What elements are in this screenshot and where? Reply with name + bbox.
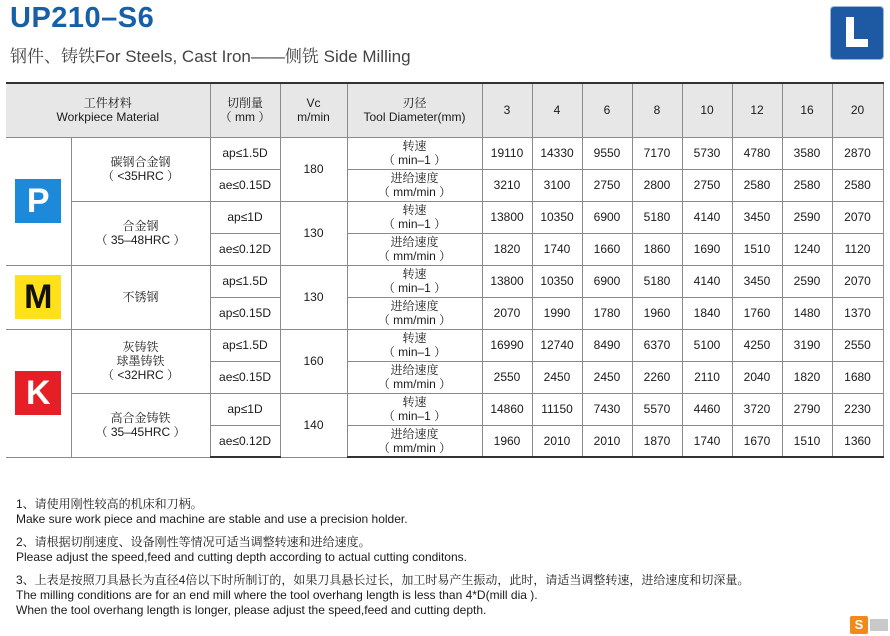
value-cell: 2590	[782, 201, 832, 233]
cutting-conditions-table	[6, 82, 884, 458]
param-type	[348, 299, 482, 327]
param-type-line: 转速	[402, 331, 427, 345]
material-name-line: 高合金铸铁	[110, 411, 171, 425]
value-cell: 3190	[782, 329, 832, 361]
table-row	[6, 393, 883, 425]
value-cell: 2870	[832, 137, 883, 169]
header-diameter-value: 16	[782, 83, 832, 137]
value-cell: 1240	[782, 233, 832, 265]
param-type-cell	[347, 233, 482, 265]
value-cell: 1780	[582, 297, 632, 329]
param-type	[348, 395, 482, 423]
material-name-cell	[71, 137, 210, 201]
header-diameter-value: 6	[582, 83, 632, 137]
value-cell: 5180	[632, 265, 682, 297]
value-cell: 1120	[832, 233, 883, 265]
material-name-line: 灰铸铁	[122, 340, 159, 354]
header-depth-text-line: 切削量	[227, 96, 264, 111]
value-cell: 5180	[632, 201, 682, 233]
header-diameter-text	[348, 96, 482, 124]
material-name-cell	[71, 265, 210, 329]
corner-s-icon: S	[850, 616, 868, 634]
value-cell: 4140	[682, 265, 732, 297]
value-cell: 2550	[482, 361, 532, 393]
param-type-line: （ mm/min ）	[377, 249, 452, 263]
param-type-line: 转速	[402, 203, 427, 217]
header-diameter-value: 10	[682, 83, 732, 137]
page-subtitle: 钢件、铸铁For Steels, Cast Iron——侧铣 Side Milling	[10, 47, 411, 66]
header-material-text	[6, 96, 210, 124]
note-line: 1、请使用刚性较高的机床和刀柄。	[16, 497, 203, 511]
value-cell: 1960	[632, 297, 682, 329]
grade-badge-P: P	[15, 179, 61, 223]
value-cell: 11150	[532, 393, 582, 425]
material-name	[72, 290, 210, 304]
table-row	[6, 329, 883, 361]
value-cell: 2750	[582, 169, 632, 201]
param-type-line: （ min–1 ）	[382, 345, 447, 359]
value-cell: 2580	[732, 169, 782, 201]
note-line: Make sure work piece and machine are stable and use a precision holder.	[16, 512, 408, 526]
value-cell: 7170	[632, 137, 682, 169]
vc-cell: 140	[280, 393, 347, 457]
value-cell: 1740	[682, 425, 732, 457]
material-name	[72, 219, 210, 247]
value-cell: 1670	[732, 425, 782, 457]
header-depth-text-line: （ mm ）	[219, 110, 271, 125]
value-cell: 9550	[582, 137, 632, 169]
value-cell: 2750	[682, 169, 732, 201]
grade-cell-M	[6, 265, 71, 329]
vc-cell: 180	[280, 137, 347, 201]
material-name-line: 不锈钢	[122, 290, 159, 304]
value-cell: 2070	[832, 201, 883, 233]
value-cell: 2010	[582, 425, 632, 457]
header-material-text-line: 工件材料	[83, 96, 132, 111]
value-cell: 3210	[482, 169, 532, 201]
value-cell: 10350	[532, 201, 582, 233]
param-type-cell	[347, 265, 482, 297]
value-cell: 2040	[732, 361, 782, 393]
material-name	[72, 411, 210, 439]
header-vc	[280, 83, 347, 137]
note-line: Please adjust the speed,feed and cutting depth according to actual cutting conditons.	[16, 550, 467, 564]
value-cell: 4780	[732, 137, 782, 169]
value-cell: 3450	[732, 265, 782, 297]
value-cell: 1510	[732, 233, 782, 265]
value-cell: 13800	[482, 201, 532, 233]
table-header-row	[6, 83, 883, 137]
header-diameter-value: 20	[832, 83, 883, 137]
value-cell: 6900	[582, 201, 632, 233]
param-type-line: 进给速度	[390, 363, 439, 377]
header-diameter-value: 12	[732, 83, 782, 137]
value-cell: 2010	[532, 425, 582, 457]
header-vc-text-line: Vc	[306, 96, 321, 111]
value-cell: 1990	[532, 297, 582, 329]
value-cell: 2260	[632, 361, 682, 393]
param-type-line: （ mm/min ）	[377, 313, 452, 327]
param-type-line: 进给速度	[390, 235, 439, 249]
value-cell: 1510	[782, 425, 832, 457]
value-cell: 2070	[482, 297, 532, 329]
value-cell: 2070	[832, 265, 883, 297]
material-name-cell	[71, 201, 210, 265]
header-diameter-value: 3	[482, 83, 532, 137]
material-name-line: （ <32HRC ）	[101, 368, 180, 382]
note-item	[16, 497, 749, 527]
param-type-cell	[347, 169, 482, 201]
depth-cell: ap≤1D	[210, 201, 280, 233]
value-cell: 16990	[482, 329, 532, 361]
value-cell: 14330	[532, 137, 582, 169]
depth-cell: ap≤0.15D	[210, 297, 280, 329]
header-diameter	[347, 83, 482, 137]
material-name-line: 合金钢	[122, 219, 159, 233]
value-cell: 2590	[782, 265, 832, 297]
value-cell: 8490	[582, 329, 632, 361]
param-type-line: 转速	[402, 267, 427, 281]
depth-cell: ae≤0.15D	[210, 361, 280, 393]
value-cell: 1360	[832, 425, 883, 457]
value-cell: 1820	[782, 361, 832, 393]
param-type	[348, 331, 482, 359]
param-type	[348, 235, 482, 263]
param-type	[348, 427, 482, 455]
value-cell: 2450	[582, 361, 632, 393]
value-cell: 3720	[732, 393, 782, 425]
table-row	[6, 137, 883, 169]
corner-tab	[870, 619, 888, 631]
value-cell: 1660	[582, 233, 632, 265]
vc-cell: 160	[280, 329, 347, 393]
value-cell: 1370	[832, 297, 883, 329]
value-cell: 1680	[832, 361, 883, 393]
note-item	[16, 573, 749, 618]
depth-cell: ae≤0.12D	[210, 425, 280, 457]
depth-cell: ap≤1D	[210, 393, 280, 425]
vc-cell: 130	[280, 201, 347, 265]
material-name-line: （ <35HRC ）	[101, 169, 180, 183]
grade-cell-K	[6, 329, 71, 457]
note-line: When the tool overhang length is longer, please adjust the speed,feed and cutting depth.	[16, 603, 487, 617]
param-type	[348, 203, 482, 231]
note-item	[16, 535, 749, 565]
grade-badge-K: K	[15, 371, 61, 415]
value-cell: 2580	[832, 169, 883, 201]
header-depth-text	[211, 96, 280, 124]
param-type-cell	[347, 361, 482, 393]
header-material	[6, 83, 210, 137]
value-cell: 3100	[532, 169, 582, 201]
logo-l-stroke-horizontal	[846, 39, 868, 47]
depth-cell: ae≤0.15D	[210, 169, 280, 201]
value-cell: 1860	[632, 233, 682, 265]
value-cell: 4460	[682, 393, 732, 425]
param-type-line: 进给速度	[390, 299, 439, 313]
param-type-line: 进给速度	[390, 171, 439, 185]
corner-badge	[850, 614, 890, 636]
header-material-text-line: Workpiece Material	[56, 110, 159, 125]
value-cell: 2230	[832, 393, 883, 425]
grade-badge-M: M	[15, 275, 61, 319]
value-cell: 5570	[632, 393, 682, 425]
param-type-line: （ mm/min ）	[377, 185, 452, 199]
material-name	[72, 155, 210, 183]
header-diameter-value: 4	[532, 83, 582, 137]
material-name-line: 球墨铸铁	[116, 354, 165, 368]
value-cell: 1820	[482, 233, 532, 265]
depth-cell: ap≤1.5D	[210, 265, 280, 297]
param-type-cell	[347, 201, 482, 233]
param-type	[348, 267, 482, 295]
value-cell: 3450	[732, 201, 782, 233]
value-cell: 4250	[732, 329, 782, 361]
grade-cell-P	[6, 137, 71, 265]
header-vc-text	[281, 96, 347, 124]
value-cell: 5730	[682, 137, 732, 169]
param-type-cell	[347, 425, 482, 457]
value-cell: 2450	[532, 361, 582, 393]
value-cell: 7430	[582, 393, 632, 425]
vc-cell: 130	[280, 265, 347, 329]
header-depth	[210, 83, 280, 137]
value-cell: 6370	[632, 329, 682, 361]
table-row	[6, 265, 883, 297]
param-type	[348, 171, 482, 199]
header-diameter-text-line: Tool Diameter(mm)	[363, 110, 466, 125]
value-cell: 5100	[682, 329, 732, 361]
usage-notes	[16, 497, 749, 626]
param-type	[348, 363, 482, 391]
value-cell: 2110	[682, 361, 732, 393]
param-type-line: （ min–1 ）	[382, 409, 447, 423]
note-line: 2、请根据切削速度、设备刚性等情况可适当调整转速和进给速度。	[16, 535, 371, 549]
value-cell: 2800	[632, 169, 682, 201]
table-row	[6, 201, 883, 233]
param-type-cell	[347, 329, 482, 361]
value-cell: 1740	[532, 233, 582, 265]
value-cell: 6900	[582, 265, 632, 297]
value-cell: 19110	[482, 137, 532, 169]
param-type-cell	[347, 297, 482, 329]
value-cell: 2550	[832, 329, 883, 361]
param-type-line: （ min–1 ）	[382, 153, 447, 167]
param-type-line: （ min–1 ）	[382, 217, 447, 231]
value-cell: 12740	[532, 329, 582, 361]
material-name	[72, 340, 210, 382]
value-cell: 1690	[682, 233, 732, 265]
page-title: UP210–S6	[10, 2, 155, 34]
param-type-line: 转速	[402, 395, 427, 409]
value-cell: 1870	[632, 425, 682, 457]
param-type-line: （ min–1 ）	[382, 281, 447, 295]
depth-cell: ae≤0.12D	[210, 233, 280, 265]
material-name-cell	[71, 329, 210, 393]
value-cell: 2580	[782, 169, 832, 201]
value-cell: 4140	[682, 201, 732, 233]
material-name-cell	[71, 393, 210, 457]
material-name-line: （ 35–45HRC ）	[95, 425, 186, 439]
header-diameter-text-line: 刃径	[402, 96, 427, 111]
value-cell: 1960	[482, 425, 532, 457]
param-type-cell	[347, 137, 482, 169]
brand-logo	[831, 7, 883, 59]
value-cell: 1760	[732, 297, 782, 329]
value-cell: 13800	[482, 265, 532, 297]
material-name-line: （ 35–48HRC ）	[95, 233, 186, 247]
note-line: 3、上表是按照刀具悬长为直径4倍以下时所制订的，如果刀具悬长过长，加工时易产生振动，此时，请适当调整转速，进给速度和切深量。	[16, 573, 750, 587]
material-name-line: 碳钢合金钢	[110, 155, 171, 169]
value-cell: 14860	[482, 393, 532, 425]
param-type-line: （ mm/min ）	[377, 440, 452, 455]
header-diameter-value: 8	[632, 83, 682, 137]
note-line: The milling conditions are for an end mill where the tool overhang length is less than 4*D(mill dia ).	[16, 588, 538, 602]
param-type-cell	[347, 393, 482, 425]
value-cell: 3580	[782, 137, 832, 169]
param-type	[348, 139, 482, 167]
header-vc-text-line: m/min	[297, 110, 330, 125]
param-type-line: （ mm/min ）	[377, 377, 452, 391]
value-cell: 10350	[532, 265, 582, 297]
depth-cell: ap≤1.5D	[210, 137, 280, 169]
value-cell: 2790	[782, 393, 832, 425]
value-cell: 1480	[782, 297, 832, 329]
depth-cell: ap≤1.5D	[210, 329, 280, 361]
value-cell: 1840	[682, 297, 732, 329]
param-type-line: 转速	[402, 139, 427, 153]
param-type-line: 进给速度	[390, 426, 439, 441]
